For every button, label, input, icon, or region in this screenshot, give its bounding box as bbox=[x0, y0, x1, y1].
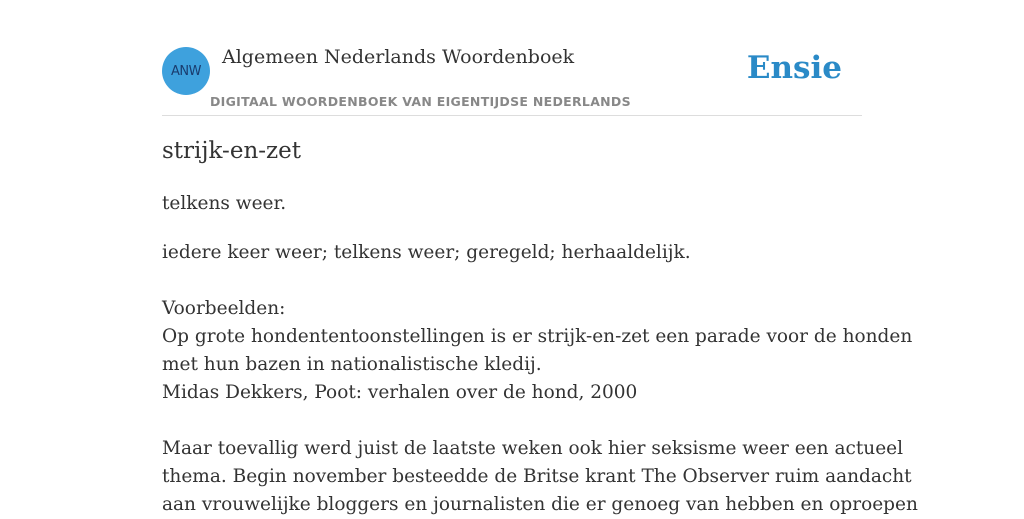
example-1-line-2: met hun bazen in nationalistische kledij. bbox=[162, 354, 542, 375]
example-2-line-3: aan vrouwelijke bloggers en journalisten die er genoeg van hebben en oproepen bbox=[162, 494, 918, 515]
logo-text: ANW bbox=[171, 63, 201, 79]
ensie-brand-link[interactable]: Ensie bbox=[746, 50, 842, 86]
entry-body bbox=[162, 239, 918, 519]
definition: iedere keer weer; telkens weer; geregeld; herhaaldelijk. bbox=[162, 242, 691, 263]
example-1-source: Midas Dekkers, Poot: verhalen over de hond, 2000 bbox=[162, 382, 638, 403]
site-header bbox=[162, 0, 862, 116]
entry-title: strijk-en-zet bbox=[162, 138, 301, 164]
short-definition: telkens weer. bbox=[162, 193, 287, 214]
anw-logo[interactable] bbox=[162, 47, 210, 95]
spacer bbox=[162, 267, 862, 295]
example-1-line-1: Op grote hondententoonstellingen is er strijk-en-zet een parade voor de honden bbox=[162, 326, 913, 347]
examples-label: Voorbeelden: bbox=[162, 298, 286, 319]
example-2-line-1: Maar toevallig werd juist de laatste weken ook hier seksisme weer een actueel bbox=[162, 438, 904, 459]
page-container bbox=[162, 0, 918, 515]
example-2-line-2: thema. Begin november besteedde de Britse krant The Observer ruim aandacht bbox=[162, 466, 912, 487]
site-title[interactable]: Algemeen Nederlands Woordenboek bbox=[222, 46, 575, 68]
spacer bbox=[162, 407, 862, 435]
site-subtitle: DIGITAAL WOORDENBOEK VAN EIGENTIJDSE NEDERLANDS bbox=[210, 94, 631, 109]
